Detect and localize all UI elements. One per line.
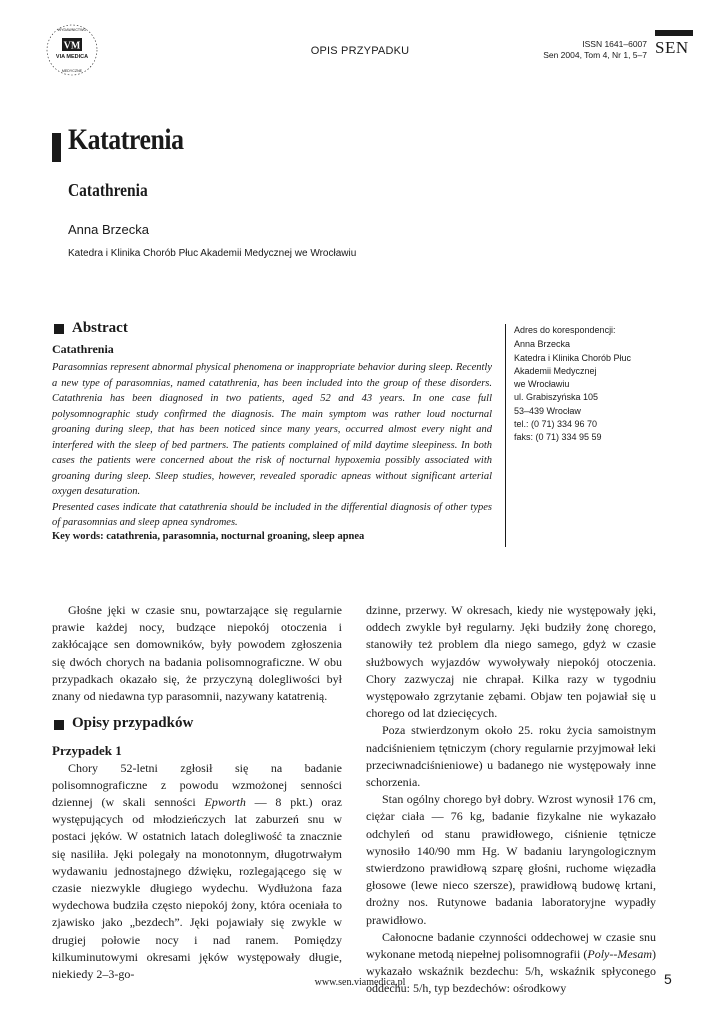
abstract-square-icon <box>54 324 64 334</box>
right-p4-text-a: Całonocne badanie czynności oddechowej w czasie snu wykonane metodą niepełnej polisomnografii ( <box>366 929 656 962</box>
issn: ISSN 1641–6007 <box>582 39 647 49</box>
citation: Sen 2004, Tom 4, Nr 1, 5–7 <box>543 50 647 60</box>
abstract-heading: Abstract <box>72 320 128 336</box>
journal-brand <box>655 30 693 58</box>
right-p4-text-b: ) wykazało wskaźnik bezdechu: 5/h, wskaźnik spłyconego oddechu: 5/h, typ bezdechów: ośrodkowy <box>366 947 656 996</box>
case1-text-b: — 8 pkt.) oraz występujących od młodzieńczych lat zaburzeń snu w postaci jęków. W ostatnich latach dolegliwość ta znacznie się nasiliła. Jęki polegały na monotonnym, długotrwałym wydawaniu jednostajnego dźwięku, rozlegającego się w czasie niezwykle długiego wydechu. Wydłużona faza wydechowa budziła często niepokój żony, która oceniała to zjawisko jako „bezdech”. Jęki pojawiały się zwykle w drugiej połowie nocy i nad ranem. Pomiędzy kilkuminutowymi okresami jęków występowały długie, niekiedy 2–3-go- <box>52 795 342 982</box>
via-medica-seal-icon <box>44 22 100 78</box>
affiliation: Katedra i Klinika Chorób Płuc Akademii Medycznej we Wrocławiu <box>68 248 357 259</box>
logo-main-text: VIA MEDICA <box>55 54 89 60</box>
right-paragraph-2: Poza stwierdzonym około 25. roku życia samoistnym nadciśnieniem tętniczym (chory regularnie przyjmował leki przeciwnadciśnieniowe) u badanego nie występowały inne schorzenia. <box>366 723 656 790</box>
footer-url[interactable]: www.sen.viamedica.pl <box>314 977 406 988</box>
section-heading-text: Opisy przypadków <box>72 715 194 732</box>
journal-brand-text: SEN <box>655 38 689 57</box>
logo-top-text: WYDAWNICTWO <box>57 28 87 32</box>
brand-bar <box>655 30 693 36</box>
abstract-paragraph-2: Presented cases indicate that catathrenia should be included in the differential diagnosis of other types of parasomnias and sleep apnea syndromes. <box>52 501 492 528</box>
logo-bottom-text: MEDYCZNE <box>61 69 83 73</box>
correspondence-line: 53–439 Wrocław <box>514 405 581 416</box>
polymesam-term: Poly--Mesam <box>587 947 652 962</box>
right-paragraph-3: Stan ogólny chorego był dobry. Wzrost wynosił 176 cm, ciężar ciała — 76 kg, badanie fizykalne nie wykazało odchyleń od stanu prawidłowego, ciśnienie tętnicze wynosiło 140/90 mm Hg. W badaniu laryngologicznym stwierdzono prawidłową szparę głośni, ruchome więzadła głosowe (lewe nieco szersze), prawidłową budowę krtani, drożny nos. Rutynowe badania laboratoryjne wypadły prawidłowo. <box>366 792 656 927</box>
logo-center-text: VM <box>63 40 81 52</box>
abstract-paragraph-1: Parasomnias represent abnormal physical phenomena or inappropriate behavior during sleep. Recently a new type of parasomnias, named catathrenia, has been included into the group of these disorders. Catathrenia has been diagnosed in two patients, aged 52 and 43 years. In one case full polysomnographic study confirmed the diagnosis. The main symptom was rather loud nocturnal groaning during sleep, that has been noticed since many years, occurred almost every night and interfered with the sleep of bed partners. The patients complained of mild daytime sleepiness. In both cases the patients were concerned about the risk of nocturnal hypoxemia possibly associated with groaning during sleep. Sleep studies, however, revealed sporadic apneas without significant arterial oxygen desaturation. <box>52 362 492 497</box>
section-label: OPIS PRZYPADKU <box>310 45 410 57</box>
correspondence-box <box>514 324 684 445</box>
right-paragraph-1: dzinne, przerwy. W okresach, kiedy nie występowały jęki, oddech zwykle był regularny. Jęki budziły żonę chorego, stanowiły też problem dla niego samego, gdyż w czasie służbowych wyjazdów wywoływały niepokój otoczenia. Chory zazwyczaj nie chrapał. Kilka razy w tygodniu występowało zgrzytanie zębami. Objaw ten pojawiał się u chorego od lat dziecięcych. <box>366 603 656 721</box>
epworth-term: Epworth <box>204 795 246 810</box>
abstract-text <box>52 360 492 531</box>
keywords: Key words: catathrenia, parasomnia, nocturnal groaning, sleep apnea <box>52 531 365 542</box>
correspondence-line: tel.: (0 71) 334 96 70 <box>514 419 598 430</box>
section-heading <box>52 715 342 732</box>
correspondence-line: faks: (0 71) 334 95 59 <box>514 432 602 443</box>
correspondence-line: Anna Brzecka <box>514 339 571 350</box>
case1-heading: Przypadek 1 <box>52 743 122 759</box>
intro-paragraph: Głośne jęki w czasie snu, powtarzające się regularnie prawie każdej nocy, budzące niepokój otoczenia i zakłócające sen domowników, były powodem zgłoszenia się dwóch chorych na badania polisomnograficzne. W obu przypadkach okazało się, że przyczyną dolegliwości był znany od niedawna typ parasomnii, nazywany katatrenią. <box>52 603 342 704</box>
publisher-logo <box>44 22 100 78</box>
body-column-right <box>366 602 656 998</box>
issn-block <box>543 39 647 61</box>
title-bar <box>52 133 61 162</box>
correspondence-line: Akademii Medycznej <box>514 365 597 376</box>
column-divider <box>505 324 506 547</box>
article-subtitle: Catathrenia <box>68 180 148 200</box>
correspondence-heading: Adres do korespondencji: <box>514 325 616 335</box>
abstract-subheading: Catathrenia <box>52 342 114 356</box>
correspondence-line: Katedra i Klinika Chorób Płuc <box>514 352 632 363</box>
correspondence-line: we Wrocławiu <box>514 379 570 390</box>
author: Anna Brzecka <box>68 222 149 237</box>
article-title: Katatrenia <box>68 123 184 156</box>
body-column-left <box>52 602 342 983</box>
page-number: 5 <box>664 971 672 987</box>
correspondence-line: ul. Grabiszyńska 105 <box>514 392 599 403</box>
case1-text-a: Chory 52-letni zgłosił się na badanie polisomnograficzne z powodu wzmożonej senności dziennej (w skali senności <box>52 760 342 810</box>
section-square-icon <box>54 720 64 730</box>
case1-paragraph <box>52 760 342 984</box>
